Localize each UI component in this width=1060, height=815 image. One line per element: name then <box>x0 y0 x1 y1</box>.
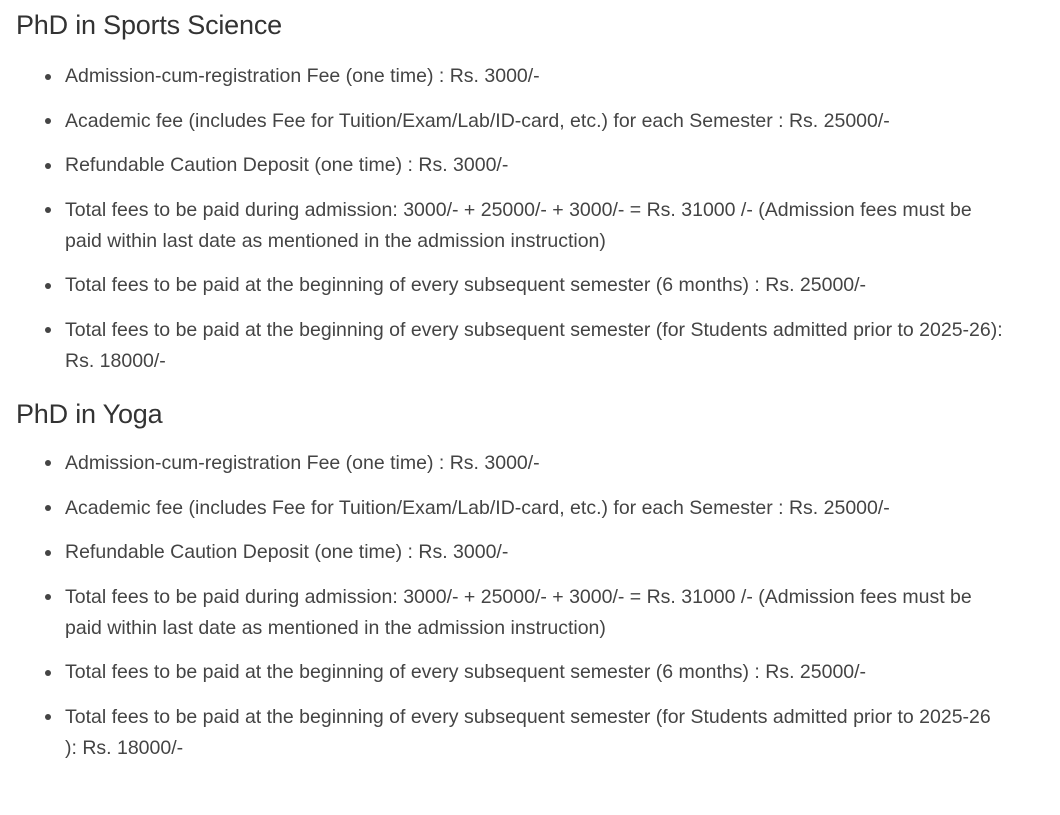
fee-item-text: Total fees to be paid at the beginning of every subsequent semester (6 months) : Rs. 25000/- <box>65 661 867 684</box>
fee-item-text: Academic fee (includes Fee for Tuition/Exam/Lab/ID-card, etc.) for each Semester : Rs. 25000/- <box>65 109 890 132</box>
bullet-icon <box>45 714 51 720</box>
bullet-icon <box>45 118 51 124</box>
fee-list-item <box>16 61 1006 92</box>
fee-item-text: Admission-cum-registration Fee (one time) : Rs. 3000/- <box>65 451 540 474</box>
fee-list-item <box>16 493 1006 524</box>
fee-item-text: Admission-cum-registration Fee (one time) : Rs. 3000/- <box>65 65 540 87</box>
fee-item-text: Total fees to be paid at the beginning of every subsequent semester (for Students admitted prior to 2025-26): Rs. 18000/- <box>65 318 1003 372</box>
fee-item-text: Academic fee (includes Fee for Tuition/Exam/Lab/ID-card, etc.) for each Semester : Rs. 25000/- <box>65 496 890 519</box>
fee-list-item <box>16 150 1006 181</box>
fee-item-text: Total fees to be paid during admission: 3000/- + 25000/- + 3000/- = Rs. 31000 /- (Admission fees must be paid within last date as mentioned in the admission instruction) <box>65 585 972 639</box>
section-title: PhD in Sports Science <box>16 10 282 40</box>
bullet-icon <box>45 327 51 333</box>
fee-item-text: Total fees to be paid during admission: 3000/- + 25000/- + 3000/- = Rs. 31000 /- (Admission fees must be paid within last date as mentioned in the admission instruction) <box>65 198 972 252</box>
fee-list-item <box>16 195 1006 257</box>
fee-list-item <box>16 702 1006 764</box>
bullet-icon <box>45 163 51 169</box>
fee-item-text: Refundable Caution Deposit (one time) : Rs. 3000/- <box>65 541 509 564</box>
bullet-icon <box>45 670 51 676</box>
bullet-icon <box>45 550 51 556</box>
fee-list-item <box>16 537 1006 568</box>
bullet-icon <box>45 505 51 511</box>
section-title: PhD in Yoga <box>16 398 163 429</box>
bullet-icon <box>45 460 51 466</box>
bullet-icon <box>45 594 51 600</box>
fee-list <box>16 61 1060 377</box>
section-phd-yoga <box>16 395 1060 764</box>
fee-list <box>16 448 1060 764</box>
fee-list-item <box>16 582 1006 644</box>
bullet-icon <box>45 207 51 213</box>
section-phd-sports-science <box>16 6 1060 377</box>
bullet-icon <box>45 283 51 289</box>
fee-list-item <box>16 448 1006 479</box>
fee-item-text: Refundable Caution Deposit (one time) : Rs. 3000/- <box>65 154 509 177</box>
fee-list-item <box>16 106 1006 137</box>
fee-item-text: Total fees to be paid at the beginning of every subsequent semester (6 months) : Rs. 25000/- <box>65 274 867 297</box>
fee-list-item <box>16 657 1006 688</box>
fee-item-text: Total fees to be paid at the beginning of every subsequent semester (for Students admitted prior to 2025-26 ): Rs. 18000/- <box>65 705 991 759</box>
bullet-icon <box>45 74 51 80</box>
fee-list-item <box>16 315 1006 377</box>
fee-list-item <box>16 270 1006 301</box>
